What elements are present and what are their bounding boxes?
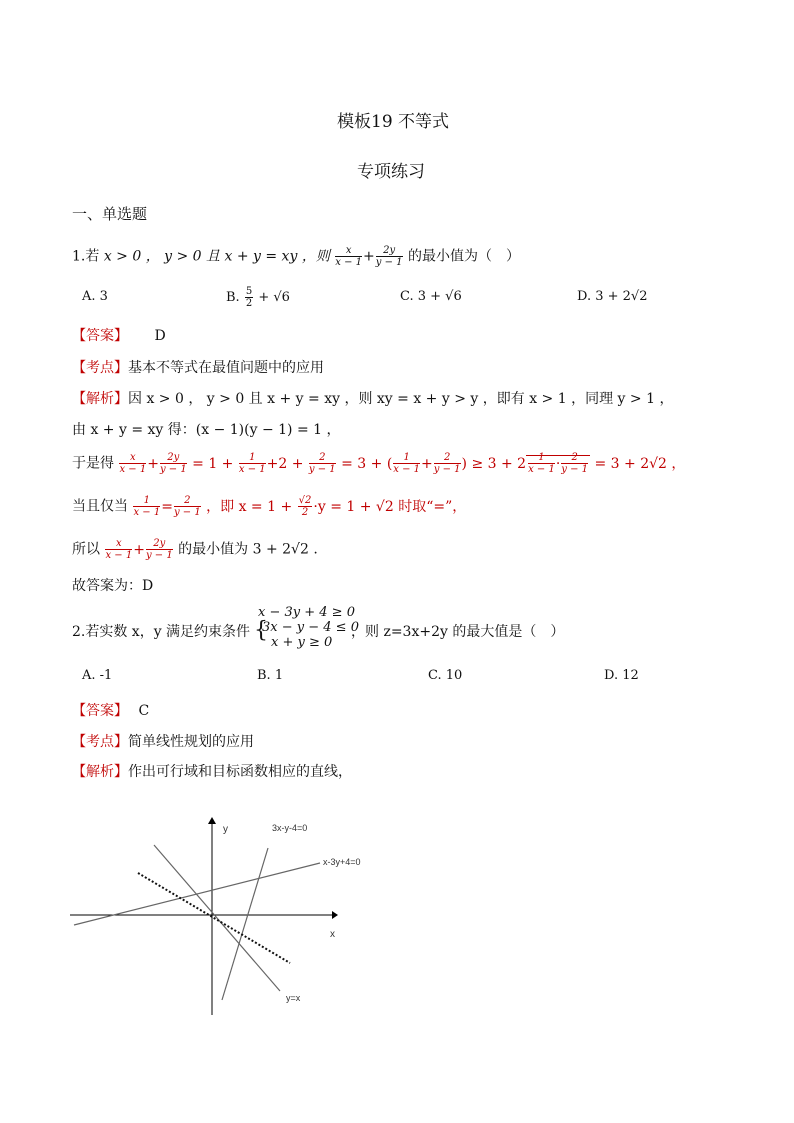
kaodian-tag: 【考点】 — [72, 734, 128, 750]
fraction-numerator: 5 — [245, 286, 253, 297]
fraction-denominator: x − 1 — [133, 507, 161, 518]
jiexi-text: 作出可行域和目标函数相应的直线， — [128, 764, 352, 780]
answer-tag: 【答案】 — [72, 703, 128, 719]
line5-end: 的最小值为 3 + 2√2 . — [178, 541, 318, 558]
q1-jiexi-line6: 故答案为：D — [72, 578, 154, 594]
answer-value: C — [138, 703, 150, 719]
fraction-denominator: y − 1 — [308, 464, 336, 475]
plus-sign: + — [147, 455, 159, 472]
line-x+y — [154, 845, 280, 991]
q1-option-a: A. 3 — [82, 289, 108, 304]
fraction — [309, 452, 336, 475]
q1-answer — [72, 325, 166, 345]
fraction-denominator: y − 1 — [145, 550, 173, 561]
feasible-region-graph — [70, 815, 390, 1020]
q1-jiexi-line5 — [72, 538, 318, 561]
math-text: +2 + — [266, 455, 304, 472]
answer-tag: 【答案】 — [72, 328, 128, 344]
q1-prefix: 1.若 — [72, 248, 100, 265]
line-3x-y-4 — [222, 848, 268, 1000]
y-axis-label: y — [223, 824, 228, 835]
fraction-denominator: y − 1 — [561, 464, 589, 475]
label-3x-y-4: 3x-y-4=0 — [272, 823, 308, 833]
math-text: = 1 + — [192, 455, 234, 472]
q1-fraction-2 — [376, 245, 403, 268]
constraint-2: 3x − y − 4 ≤ 0 — [262, 620, 359, 635]
kaodian-tag: 【考点】 — [72, 360, 128, 376]
sqrt-radicand: $\frac{1}{x - 1}$ · $\frac{2}{y - 1}$ — [528, 452, 589, 475]
fraction-numerator: 1 — [393, 452, 420, 464]
fraction-denominator: y − 1 — [433, 464, 461, 475]
fraction-numerator: 1 — [528, 452, 555, 464]
document-title: 模板19 不等式 — [337, 112, 450, 132]
system-brace: { — [254, 618, 268, 643]
q2-answer — [72, 700, 149, 720]
math-text: ·y = 1 + √2 时取“=”， — [313, 498, 467, 515]
q1-jiexi-line2: 由 x + y = xy 得：(x − 1)(y − 1) = 1 ， — [72, 422, 341, 438]
math-text: ，即 x = 1 + — [206, 498, 293, 515]
kaodian-text: 简单线性规划的应用 — [128, 734, 254, 750]
fraction-denominator: x − 1 — [119, 464, 147, 475]
fraction — [119, 452, 146, 475]
jiexi-tag: 【解析】 — [72, 764, 128, 780]
fraction-numerator: √2 — [298, 495, 312, 506]
q1-suffix: 的最小值为（ ） — [407, 248, 520, 265]
fraction — [174, 495, 201, 518]
section-title: 一、单选题 — [72, 205, 148, 223]
q1-fraction-1 — [335, 245, 362, 268]
label-y-eq-x: y=x — [286, 993, 301, 1003]
fraction — [434, 452, 461, 475]
fraction-numerator: 1 — [133, 495, 160, 507]
fraction-numerator: 2 — [174, 495, 201, 507]
q2-option-a: A. -1 — [82, 668, 113, 683]
fraction-denominator: 2 — [301, 507, 309, 518]
fraction-numerator: 2y — [146, 538, 173, 550]
math-text: ) ≥ 3 + 2 — [461, 455, 527, 472]
fraction — [561, 452, 588, 475]
constraint-3: x + y ≥ 0 — [271, 635, 333, 650]
q1-jiexi-line3 — [72, 452, 685, 475]
x-axis-label: x — [330, 929, 335, 940]
option-label: B. — [226, 290, 240, 305]
fraction-numerator: 2 — [561, 452, 588, 464]
fraction-denominator: y − 1 — [159, 464, 187, 475]
fraction-denominator: x − 1 — [335, 257, 363, 268]
option-b-rest: + √6 — [258, 290, 290, 305]
fraction-denominator: x − 1 — [393, 464, 421, 475]
plus-sign: + — [363, 248, 375, 265]
fraction — [528, 452, 555, 475]
document-subtitle: 专项练习 — [357, 162, 425, 182]
q1-jiexi-line4: 当且仅当 $\frac{1}{x - 1}$ = $\frac{2}{y - 1}$ ，即 x = 1 + $\frac{√2}{2}$ ·y = 1 + √2 时取“=”， — [72, 495, 467, 518]
line5-prefix: 所以 — [72, 541, 100, 558]
q1-condition: x > 0 ， y > 0 且 x + y = xy ，则 — [103, 248, 330, 265]
q2-option-d: D. 12 — [604, 668, 639, 683]
math-text: = 3 + ( — [341, 455, 393, 472]
math-text: = 3 + 2√2 ， — [594, 455, 686, 472]
q2-jiexi — [72, 761, 352, 781]
jiexi-text: 因 x > 0 ， y > 0 且 x + y = xy ，则 xy = x + y > y ，即有 x > 1 ，同理 y > 1 ， — [128, 391, 674, 407]
fraction-numerator: 2y — [376, 245, 403, 257]
kaodian-text: 基本不等式在最值问题中的应用 — [128, 360, 324, 376]
line3-prefix: 于是得 — [72, 455, 114, 472]
fraction-denominator: y − 1 — [173, 507, 201, 518]
fraction-numerator: x — [105, 538, 132, 550]
q2-option-b: B. 1 — [257, 668, 284, 683]
fraction — [239, 452, 266, 475]
fraction-denominator: x − 1 — [238, 464, 266, 475]
line4-prefix: 当且仅当 — [72, 498, 128, 515]
fraction-denominator: 2 — [245, 298, 253, 309]
q2-kaodian — [72, 731, 254, 751]
jiexi-tag: 【解析】 — [72, 391, 128, 407]
q2-prefix: 2.若实数 x，y 满足约束条件 — [72, 624, 251, 640]
objective-line — [138, 873, 290, 963]
q1-kaodian — [72, 357, 324, 377]
q1-option-b — [226, 286, 290, 309]
q2-suffix: ，则 z=3x+2y 的最大值是（ ） — [351, 624, 565, 640]
fraction-numerator: x — [119, 452, 146, 464]
fraction — [298, 495, 313, 518]
fraction-numerator: x — [335, 245, 362, 257]
option-b-fraction — [245, 286, 253, 309]
plus-sign: + — [421, 455, 433, 472]
q1-jiexi-line1 — [72, 388, 673, 408]
q1-option-c: C. 3 + √6 — [400, 289, 462, 304]
fraction — [393, 452, 420, 475]
fraction — [105, 538, 132, 561]
fraction-denominator: x − 1 — [528, 464, 555, 475]
fraction-numerator: 1 — [239, 452, 266, 464]
fraction-denominator: x − 1 — [105, 550, 133, 561]
fraction — [133, 495, 160, 518]
q1-option-d: D. 3 + 2√2 — [577, 289, 648, 304]
fraction-numerator: 2 — [309, 452, 336, 464]
x-axis-arrow — [332, 911, 338, 919]
answer-value: D — [154, 328, 166, 344]
fraction — [146, 538, 173, 561]
fraction-numerator: 2 — [434, 452, 461, 464]
q1-stem — [72, 245, 520, 268]
fraction — [160, 452, 187, 475]
plus-sign: + — [133, 541, 145, 558]
label-x-3y+4: x-3y+4=0 — [323, 857, 361, 867]
fraction-numerator: 2y — [160, 452, 187, 464]
fraction-denominator: y − 1 — [375, 257, 403, 268]
q2-option-c: C. 10 — [428, 668, 463, 683]
constraint-1: x − 3y + 4 ≥ 0 — [258, 605, 355, 620]
y-axis-arrow — [208, 817, 216, 824]
